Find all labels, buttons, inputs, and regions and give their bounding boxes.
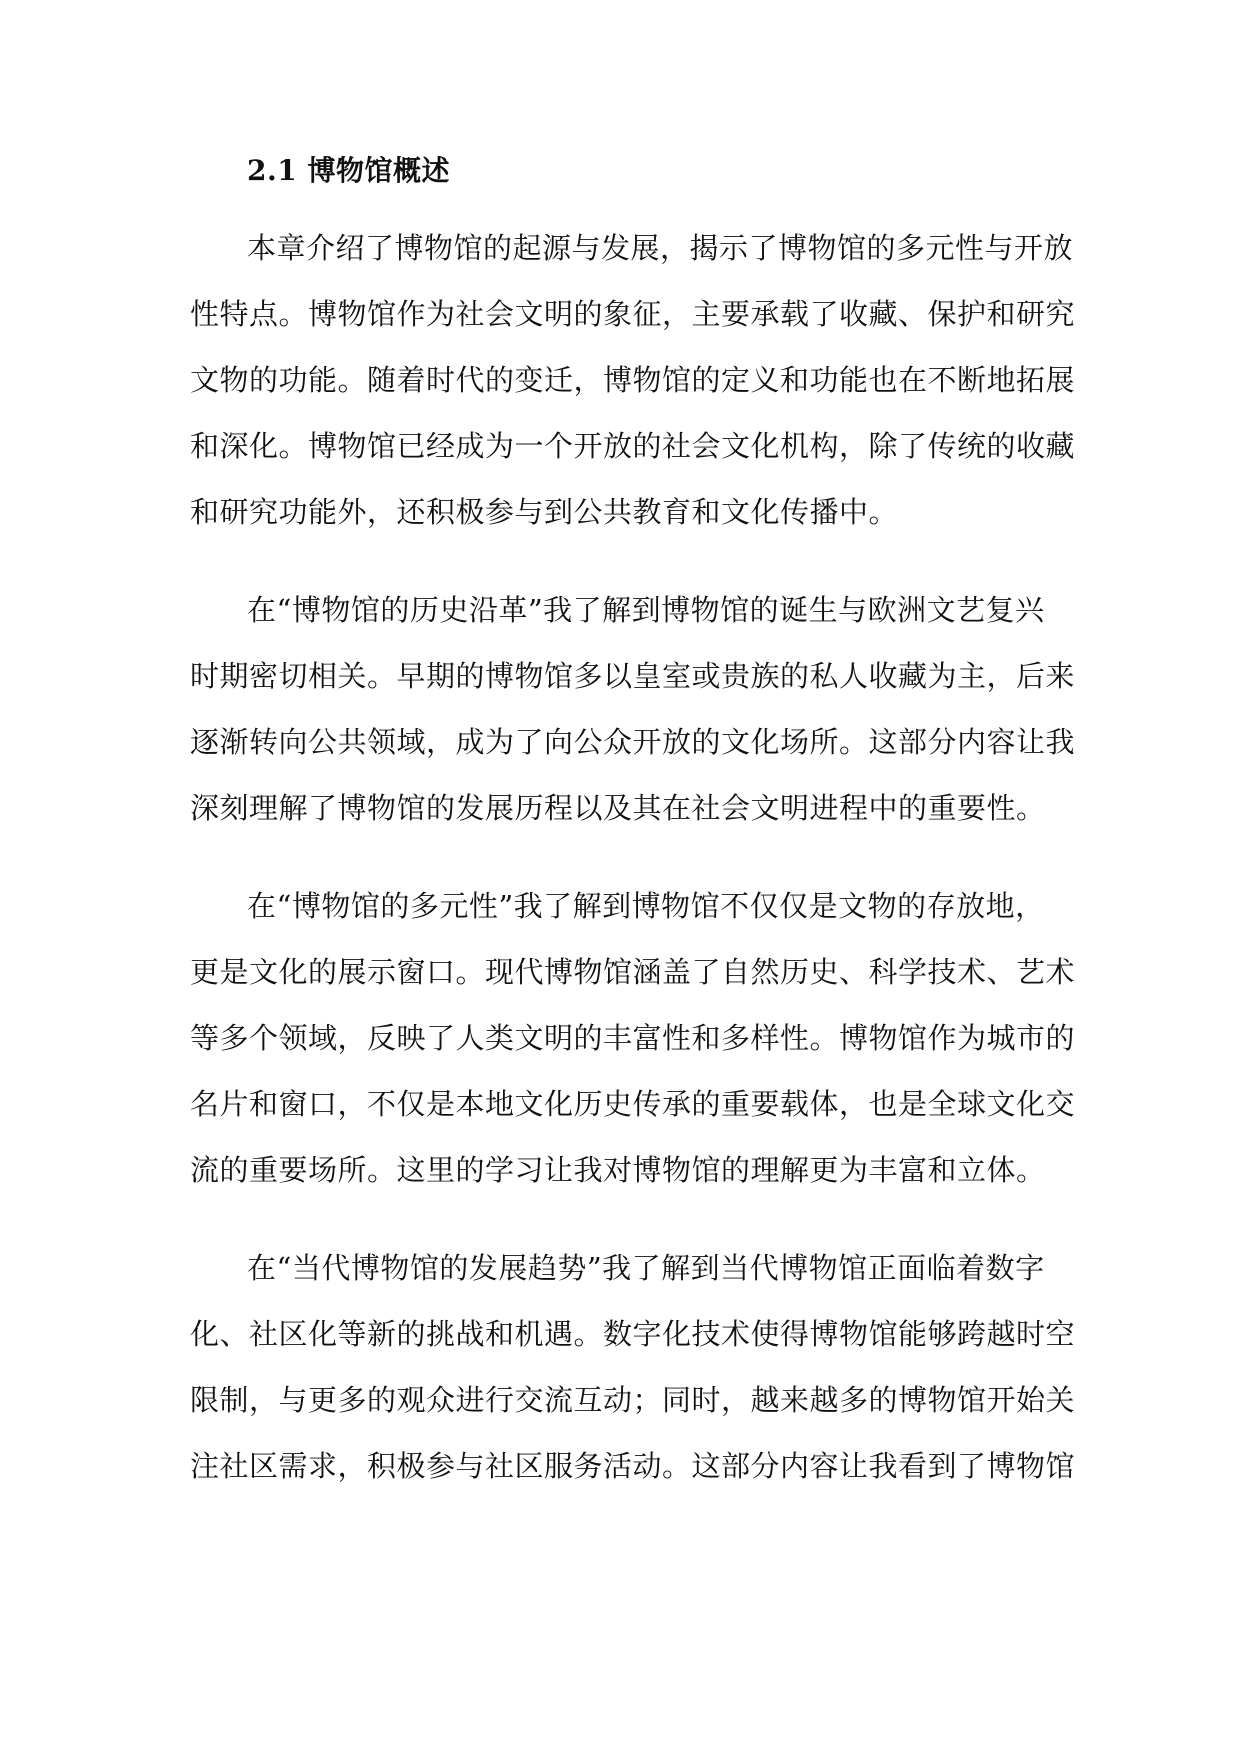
paragraph-3-line-2: 更是文化的展示窗口。现代博物馆涵盖了自然历史、科学技术、艺术	[190, 955, 1076, 989]
paragraph-4-line-2: 化、社区化等新的挑战和机遇。数字化技术使得博物馆能够跨越时空	[190, 1317, 1076, 1351]
paragraph-3-line-1: 在“博物馆的多元性”我了解到博物馆不仅仅是文物的存放地，	[247, 889, 1045, 923]
paragraph-2-line-3: 逐渐转向公共领域，成为了向公众开放的文化场所。这部分内容让我	[190, 725, 1076, 759]
paragraph-1-line-5: 和研究功能外，还积极参与到公共教育和文化传播中。	[190, 495, 899, 529]
section-heading: 2.1 博物馆概述	[247, 154, 450, 187]
paragraph-3-line-4: 名片和窗口，不仅是本地文化历史传承的重要载体，也是全球文化交	[190, 1087, 1076, 1121]
paragraph-1-line-2: 性特点。博物馆作为社会文明的象征，主要承载了收藏、保护和研究	[190, 297, 1076, 331]
paragraph-2-line-4: 深刻理解了博物馆的发展历程以及其在社会文明进程中的重要性。	[190, 791, 1046, 825]
body-text	[190, 228, 1076, 1512]
paragraph-3-line-3: 等多个领域，反映了人类文明的丰富性和多样性。博物馆作为城市的	[190, 1021, 1076, 1055]
paragraph-4-line-3: 限制，与更多的观众进行交流互动；同时，越来越多的博物馆开始关	[190, 1383, 1076, 1417]
paragraph-2-line-1: 在“博物馆的历史沿革”我了解到博物馆的诞生与欧洲文艺复兴	[247, 593, 1045, 627]
paragraph-4-line-4: 注社区需求，积极参与社区服务活动。这部分内容让我看到了博物馆	[190, 1449, 1076, 1483]
paragraph-1-line-1: 本章介绍了博物馆的起源与发展，揭示了博物馆的多元性与开放	[247, 231, 1074, 265]
paragraph-1-line-4: 和深化。博物馆已经成为一个开放的社会文化机构，除了传统的收藏	[190, 429, 1076, 463]
paragraph-2-line-2: 时期密切相关。早期的博物馆多以皇室或贵族的私人收藏为主，后来	[190, 659, 1076, 693]
paragraph-1-line-3: 文物的功能。随着时代的变迁，博物馆的定义和功能也在不断地拓展	[190, 363, 1076, 397]
paragraph-3-line-5: 流的重要场所。这里的学习让我对博物馆的理解更为丰富和立体。	[190, 1153, 1046, 1187]
paragraph-4-line-1: 在“当代博物馆的发展趋势”我了解到当代博物馆正面临着数字	[247, 1251, 1045, 1285]
